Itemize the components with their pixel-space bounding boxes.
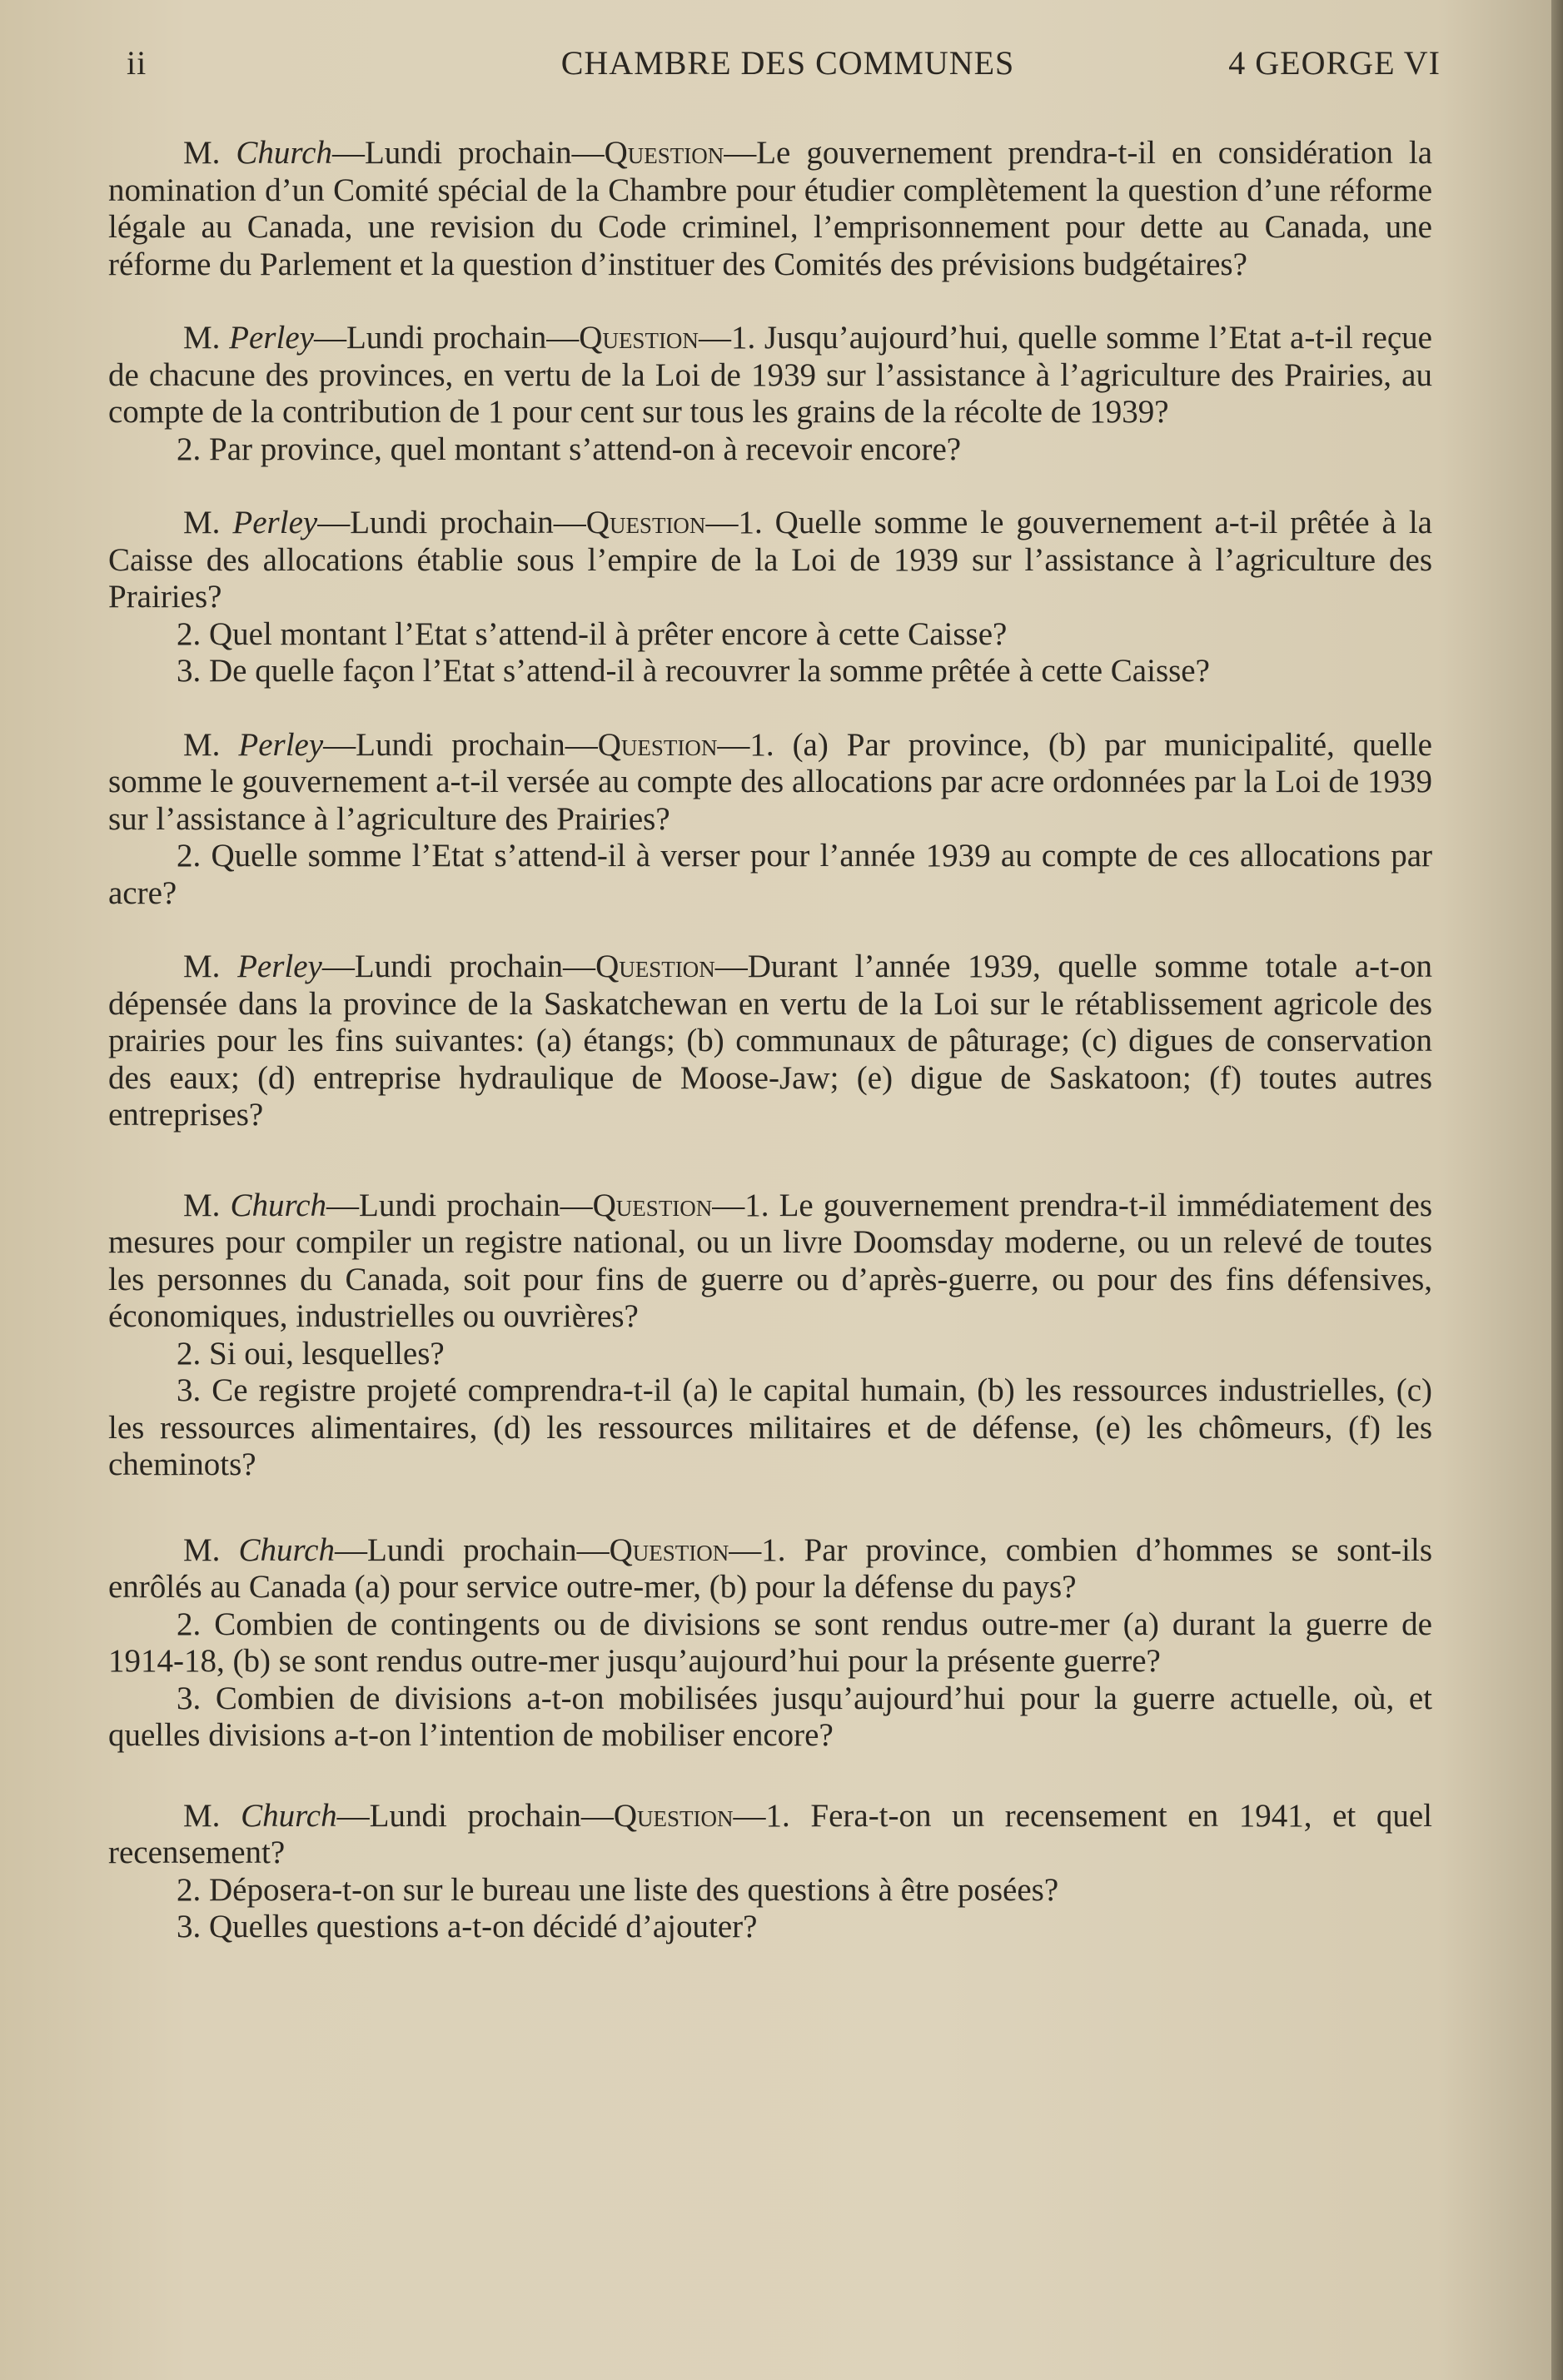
question-paragraph: M. Church—Lundi prochain—Question—1. Le gouvernement prendra-t-il immédiatement des mesures pour compiler un registre national, ou un livre Doomsday moderne, ou un relevé de toutes les personnes du Canada, soit pour fins de guerre ou d’après-guerre, ou pour des fins défensives, économiques, industrielles ou ouvrières?: [108, 1187, 1432, 1334]
member-name: Perley: [232, 505, 318, 540]
question-subparagraph: 2. Quelle somme l’Etat s’attend-il à verser pour l’année 1939 au compte de ces allocations par acre?: [108, 838, 1432, 911]
question-keyword: Question: [597, 726, 718, 763]
question-keyword: Question: [604, 135, 724, 171]
member-name: Perley: [238, 726, 324, 763]
question-subparagraph: 2. Quel montant l’Etat s’attend-il à prêter encore à cette Caisse?: [177, 615, 1008, 652]
question-keyword: Question: [595, 949, 715, 984]
member-name: Church: [236, 135, 332, 171]
question-keyword: Question: [592, 1187, 713, 1223]
question-subparagraph: 2. Si oui, lesquelles?: [177, 1335, 445, 1372]
question-subparagraph: 3. Quelles questions a-t-on décidé d’ajouter?: [177, 1909, 758, 1944]
question-keyword: Question: [585, 505, 706, 540]
session-label: 4 GEORGE VI: [1228, 44, 1441, 82]
question-entry: [108, 135, 1432, 283]
question-keyword: Question: [613, 1797, 734, 1834]
question-entry: [108, 1532, 1432, 1755]
question-paragraph: M. Perley—Lundi prochain—Question—1. (a) Par province, (b) par municipalité, quelle somme le gouvernement a-t-il versée au compte des allocations par acre ordonnées par la Loi de 1939 sur l’assistance à l’agriculture des Prairies?: [108, 726, 1432, 837]
question-entry: [108, 320, 1432, 468]
running-title: CHAMBRE DES COMMUNES: [560, 44, 1015, 82]
member-name: Perley: [237, 949, 322, 984]
page-header: [127, 43, 1441, 85]
question-keyword: Question: [609, 1531, 729, 1568]
question-subparagraph: 3. Combien de divisions a-t-on mobilisées jusqu’aujourd’hui pour la guerre actuelle, où, et quelles divisions a-t-on l’intention de mobiliser encore?: [108, 1680, 1432, 1753]
page-number: ii: [127, 44, 147, 82]
question-paragraph: M. Church—Lundi prochain—Question—1. Par province, combien d’hommes se sont-ils enrôlés au Canada (a) pour service outre-mer, (b) pour la défense du pays?: [108, 1531, 1432, 1605]
question-entry: [108, 1188, 1432, 1484]
questions-list: [108, 135, 1432, 1983]
question-subparagraph: 3. De quelle façon l’Etat s’attend-il à recouvrer la somme prêtée à cette Caisse?: [177, 653, 1210, 689]
question-subparagraph: 2. Combien de contingents ou de divisions se sont rendus outre-mer (a) durant la guerre de 1914-18, (b) se sont rendus outre-mer jusqu’aujourd’hui pour la présente guerre?: [108, 1606, 1432, 1679]
question-entry: [108, 505, 1432, 690]
question-entry: [108, 1798, 1432, 1946]
member-name: Church: [241, 1797, 337, 1834]
member-name: Perley: [229, 320, 314, 356]
question-entry: [108, 949, 1432, 1134]
question-paragraph: M. Perley—Lundi prochain—Question—Durant l’année 1939, quelle somme totale a-t-on dépensée dans la province de la Saskatchewan en vertu de la Loi sur le rétablissement agricole des prairies pour les fins suivantes: (a) étangs; (b) communaux de pâturage; (c) digues de conservation des eaux; (d) entreprise hydraulique de Moose-Jaw; (e) digue de Saskatoon; (f) toutes autres entreprises?: [108, 949, 1432, 1133]
member-name: Church: [230, 1187, 327, 1223]
question-entry: [108, 727, 1432, 913]
question-subparagraph: 3. Ce registre projeté comprendra-t-il (a) le capital humain, (b) les ressources industrielles, (c) les ressources alimentaires, (d) les ressources militaires et de défense, (e) les chômeurs, (f) les cheminots?: [108, 1372, 1432, 1482]
question-paragraph: M. Church—Lundi prochain—Question—Le gouvernement prendra-t-il en considération la nomination d’un Comité spécial de la Chambre pour étudier complètement la question d’une réforme légale au Canada, une revision du Code criminel, l’emprisonnement pour dette au Canada, une réforme du Parlement et la question d’instituer des Comités des prévisions budgétaires?: [108, 135, 1432, 282]
question-subparagraph: 2. Déposera-t-on sur le bureau une liste des questions à être posées?: [177, 1871, 1059, 1908]
question-subparagraph: 2. Par province, quel montant s’attend-on à recevoir encore?: [177, 431, 962, 467]
question-paragraph: M. Church—Lundi prochain—Question—1. Fera-t-on un recensement en 1941, et quel recensement?: [108, 1797, 1432, 1870]
question-keyword: Question: [579, 320, 699, 356]
member-name: Church: [238, 1531, 335, 1568]
question-paragraph: M. Perley—Lundi prochain—Question—1. Quelle somme le gouvernement a-t-il prêtée à la Caisse des allocations établie sous l’empire de la Loi de 1939 sur l’assistance à l’agriculture des Prairies?: [108, 505, 1432, 615]
question-paragraph: M. Perley—Lundi prochain—Question—1. Jusqu’aujourd’hui, quelle somme l’Etat a-t-il reçue de chacune des provinces, en vertu de la Loi de 1939 sur l’assistance à l’agriculture des Prairies, au compte de la contribution de 1 pour cent sur tous les grains de la récolte de 1939?: [108, 320, 1432, 430]
